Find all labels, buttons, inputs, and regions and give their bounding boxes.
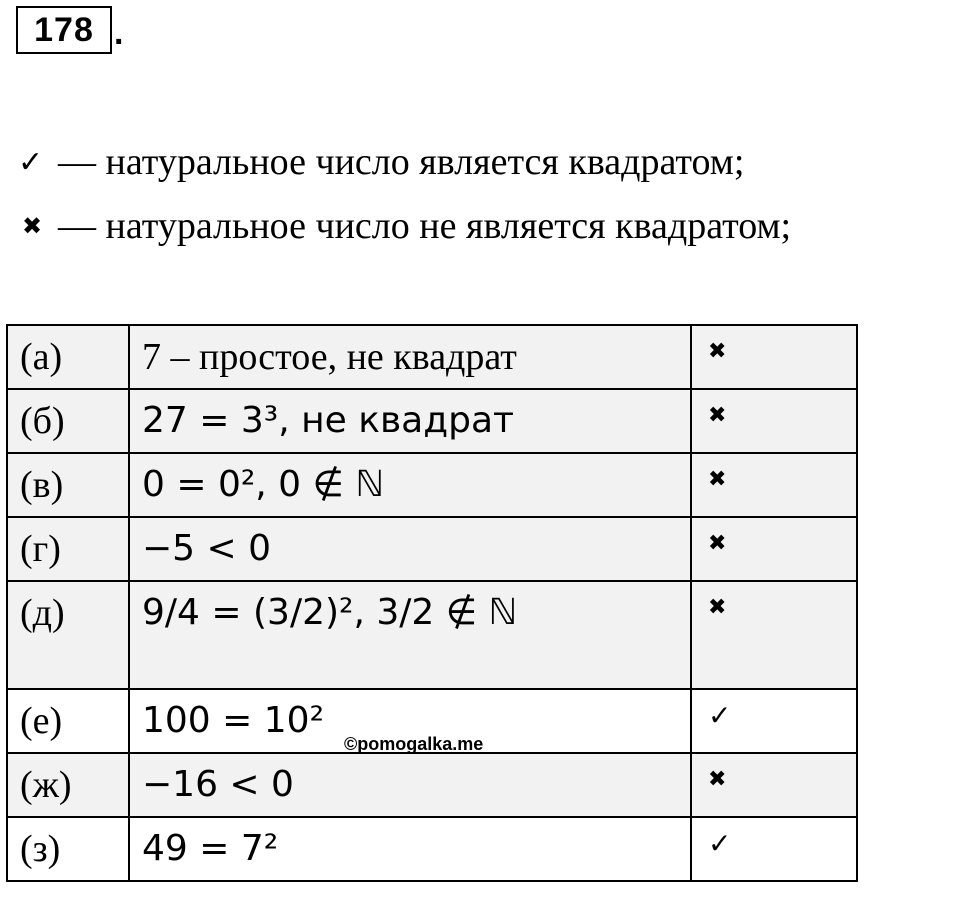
table-row [7,389,857,453]
cross-icon: ✖ [691,753,857,817]
cross-icon: ✖ [22,212,43,240]
row-label: (е) [7,689,129,753]
legend-cross-text: — натуральное число не является квадратом; [58,205,792,247]
table-row [7,453,857,517]
row-label: (г) [7,517,129,581]
watermark: ©pomogalka.me [344,734,484,754]
task-number-box [16,6,112,54]
row-expression: 100 = 10² [129,689,691,753]
row-expression: 27 = 3³, не квадрат [129,389,691,453]
check-icon: ✓ [691,817,857,881]
row-label: (а) [7,325,129,389]
legend-check-line [18,140,744,184]
answers-table [6,324,858,882]
check-icon: ✓ [18,144,44,180]
table-row [7,581,857,689]
row-label: (ж) [7,753,129,817]
table-row [7,325,857,389]
row-expression: 0 = 0², 0 ∉ ℕ [129,453,691,517]
task-number-dot: . [114,14,124,52]
cross-icon: ✖ [691,581,857,689]
table-row [7,517,857,581]
check-icon: ✓ [691,689,857,753]
row-expression: −5 < 0 [129,517,691,581]
row-label: (б) [7,389,129,453]
legend-cross-line [18,204,791,248]
row-expression: 7 – простое, не квадрат [129,325,691,389]
cross-icon: ✖ [691,517,857,581]
row-expression: −16 < 0 [129,753,691,817]
cross-icon: ✖ [691,389,857,453]
cross-icon: ✖ [691,325,857,389]
cross-icon: ✖ [691,453,857,517]
row-expression: 49 = 7² [129,817,691,881]
legend-check-text: — натуральное число является квадратом; [58,141,745,183]
row-expression: 9/4 = (3/2)², 3/2 ∉ ℕ [129,581,691,689]
row-label: (з) [7,817,129,881]
row-label: (в) [7,453,129,517]
row-label: (д) [7,581,129,689]
table-row [7,817,857,881]
task-number: 178 [34,10,94,49]
table-row [7,753,857,817]
